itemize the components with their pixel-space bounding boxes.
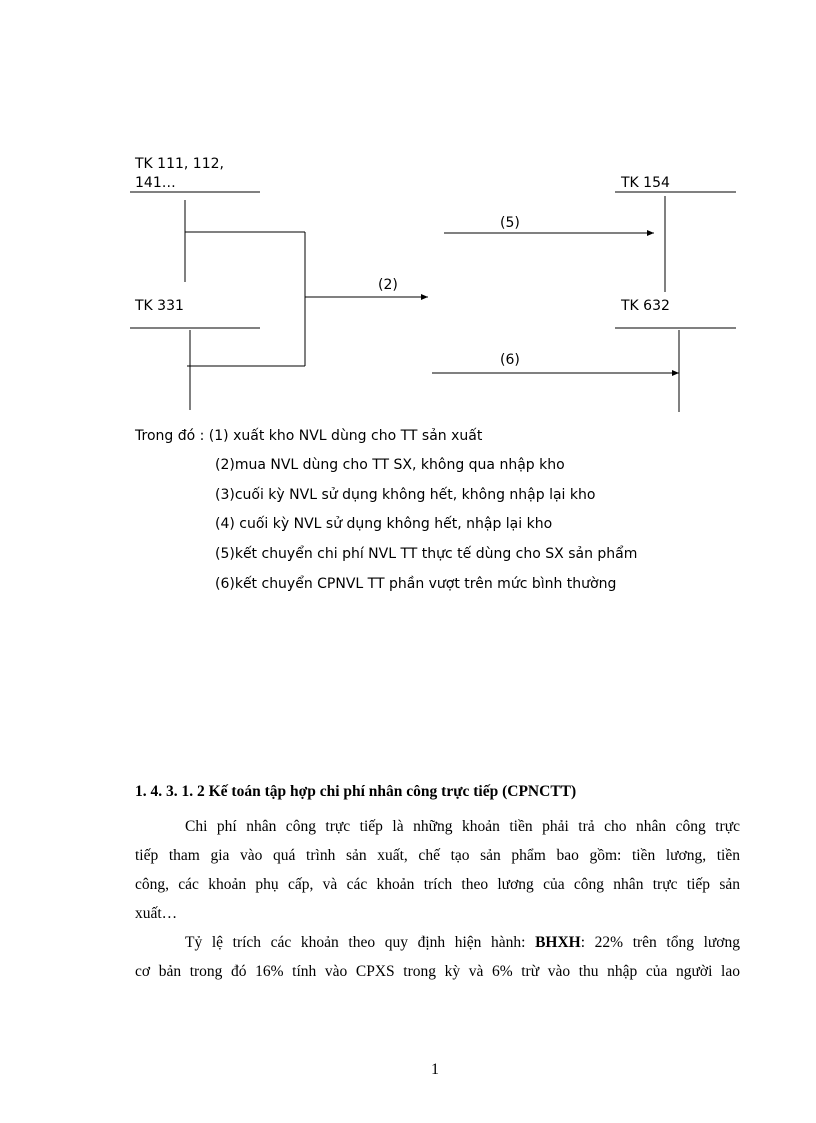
paragraph-2-text-after: : 22% trên tổng lương (580, 934, 740, 951)
legend-item-6: (6)kết chuyển CPNVL TT phần vượt trên mức bình thường (215, 576, 617, 592)
paragraph-1-line-1: Chi phí nhân công trực tiếp là những khoản tiền phải trả cho nhân công trực (185, 818, 740, 835)
account-tk111-label-line2: 141… (135, 175, 176, 191)
legend-intro: Trong đó : (135, 428, 209, 444)
legend-item-4: (4) cuối kỳ NVL sử dụng không hết, nhập lại kho (215, 516, 553, 532)
paragraph-1-line-4: xuất… (135, 905, 178, 922)
paragraph-1 (135, 812, 740, 928)
arrow-5-label: (5) (500, 215, 520, 231)
page-number: 1 (431, 1061, 439, 1078)
account-tk154-label: TK 154 (621, 175, 670, 191)
legend-item-5: (5)kết chuyển chi phí NVL TT thực tế dùng cho SX sản phẩm (215, 546, 638, 562)
legend-item-3: (3)cuối kỳ NVL sử dụng không hết, không nhập lại kho (215, 487, 596, 503)
paragraph-2-line-2: cơ bản trong đó 16% tính vào CPXS trong kỳ và 6% trừ vào thu nhập của người lao (135, 963, 740, 980)
bhxh-term: BHXH (535, 934, 581, 951)
arrow-2-label: (2) (378, 277, 398, 293)
account-tk111-label-line1: TK 111, 112, (135, 156, 224, 172)
account-tk331-label: TK 331 (135, 298, 184, 314)
legend-item-2: (2)mua NVL dùng cho TT SX, không qua nhập kho (215, 457, 565, 473)
paragraph-2-text-before: Tỷ lệ trích các khoản theo quy định hiện hành: (185, 934, 536, 951)
paragraph-2-line-1 (135, 928, 740, 957)
arrow-6-label: (6) (500, 352, 520, 368)
legend-line-1 (135, 427, 482, 445)
legend-item-1: (1) xuất kho NVL dùng cho TT sản xuất (208, 428, 483, 444)
paragraph-1-line-3: công, các khoản phụ cấp, và các khoản trích theo lương của công nhân trực tiếp sản (135, 876, 740, 893)
paragraph-2 (135, 928, 740, 986)
paragraph-1-line-2: tiếp tham gia vào quá trình sản xuất, chế tạo sản phẩm bao gồm: tiền lương, tiền (135, 847, 740, 864)
section-heading: 1. 4. 3. 1. 2 Kế toán tập hợp chi phí nhân công trực tiếp (CPNCTT) (135, 783, 577, 800)
account-tk632-label: TK 632 (621, 298, 670, 314)
